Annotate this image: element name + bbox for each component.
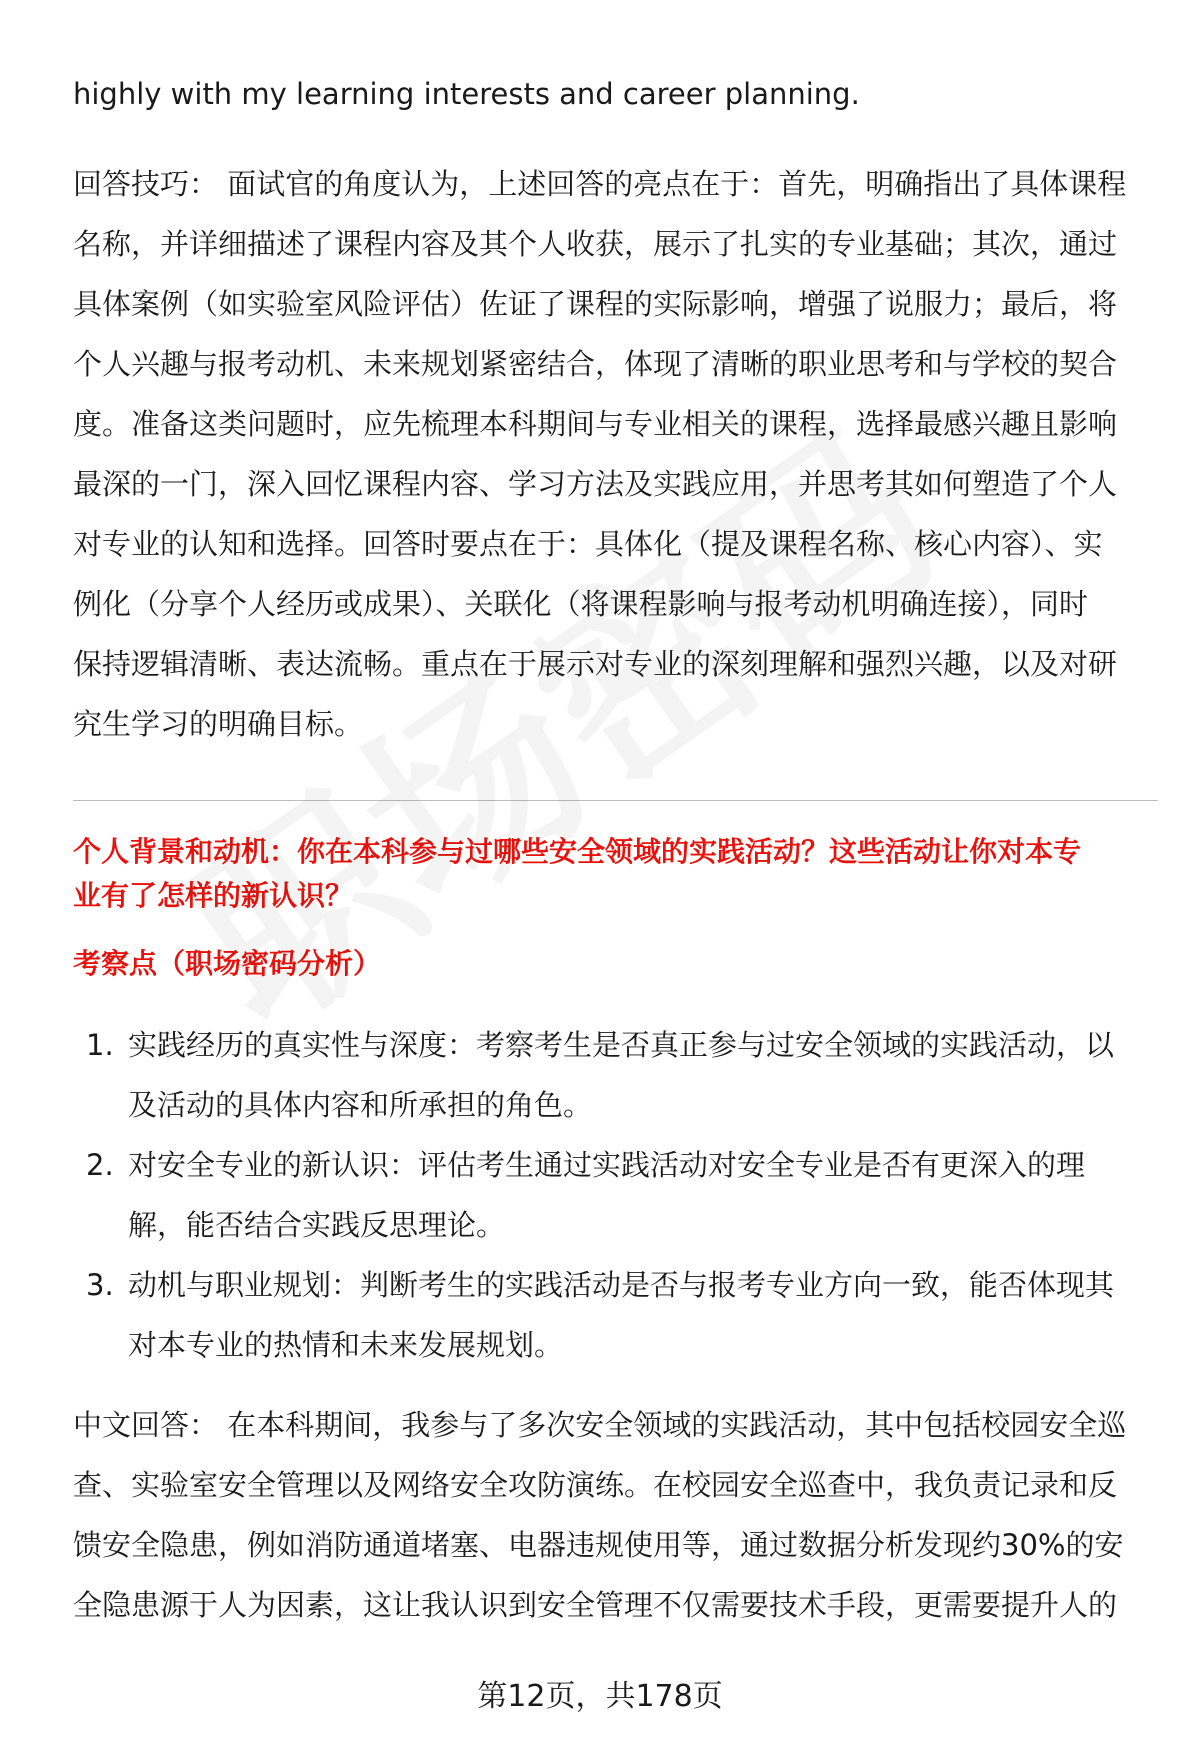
tips-line: 名称，并详细描述了课程内容及其个人收获，展示了扎实的专业基础；其次，通过: [73, 227, 1118, 261]
list-item-number: 1.: [86, 1028, 114, 1062]
list-item-line: 实践经历的真实性与深度：考察考生是否真正参与过安全领域的实践活动，以: [128, 1028, 1115, 1062]
tips-line: 个人兴趣与报考动机、未来规划紧密结合，体现了清晰的职业思考和与学校的契合: [73, 347, 1118, 381]
list-item-line: 对本专业的热情和未来发展规划。: [128, 1328, 564, 1362]
question-line: 业有了怎样的新认识？: [73, 879, 354, 912]
chinese-answer-paragraph: [73, 1395, 1158, 1635]
list-item-line: 解，能否结合实践反思理论。: [128, 1208, 506, 1242]
list-item: [73, 1015, 1158, 1135]
tips-line: 保持逻辑清晰、表达流畅。重点在于展示对专业的深刻理解和强烈兴趣，以及对研: [73, 647, 1118, 681]
answer-line: 中文回答： 在本科期间，我参与了多次安全领域的实践活动，其中包括校园安全巡: [73, 1408, 1127, 1442]
tips-line: 度。准备这类问题时，应先梳理本科期间与专业相关的课程，选择最感兴趣且影响: [73, 407, 1118, 441]
assessment-subheading: 考察点（职场密码分析）: [73, 947, 382, 980]
tips-line: 最深的一门，深入回忆课程内容、学习方法及实践应用，并思考其如何塑造了个人: [73, 467, 1118, 501]
answer-tips-paragraph: [73, 154, 1158, 754]
list-item: [73, 1135, 1158, 1255]
list-item-line: 及活动的具体内容和所承担的角色。: [128, 1088, 593, 1122]
page-number-footer: 第12页，共178页: [477, 1679, 723, 1714]
list-item-number: 3.: [86, 1268, 114, 1302]
intro-line: highly with my learning interests and career planning.: [73, 77, 860, 111]
question-line: 个人背景和动机：你在本科参与过哪些安全领域的实践活动？这些活动让你对本专: [73, 835, 1082, 868]
answer-line: 查、实验室安全管理以及网络安全攻防演练。在校园安全巡查中，我负责记录和反: [73, 1468, 1118, 1502]
tips-line: 具体案例（如实验室风险评估）佐证了课程的实际影响，增强了说服力；最后，将: [73, 287, 1118, 321]
list-item: [73, 1255, 1158, 1375]
assessment-points-list: [73, 1015, 1158, 1375]
tips-line: 回答技巧： 面试官的角度认为，上述回答的亮点在于：首先，明确指出了具体课程: [73, 167, 1127, 201]
answer-line: 全隐患源于人为因素，这让我认识到安全管理不仅需要技术手段，更需要提升人的: [73, 1588, 1118, 1622]
section-divider: [73, 800, 1158, 801]
list-item-number: 2.: [86, 1148, 114, 1182]
answer-line: 馈安全隐患，例如消防通道堵塞、电器违规使用等，通过数据分析发现约30%的安: [73, 1528, 1124, 1562]
question-heading: [73, 830, 1158, 918]
tips-line: 究生学习的明确目标。: [73, 707, 364, 741]
tips-line: 例化（分享个人经历或成果）、关联化（将课程影响与报考动机明确连接），同时: [73, 587, 1089, 621]
list-item-line: 动机与职业规划：判断考生的实践活动是否与报考专业方向一致，能否体现其: [128, 1268, 1115, 1302]
list-item-line: 对安全专业的新认识：评估考生通过实践活动对安全专业是否有更深入的理: [128, 1148, 1086, 1182]
tips-line: 对专业的认知和选择。回答时要点在于：具体化（提及课程名称、核心内容）、实: [73, 527, 1103, 561]
